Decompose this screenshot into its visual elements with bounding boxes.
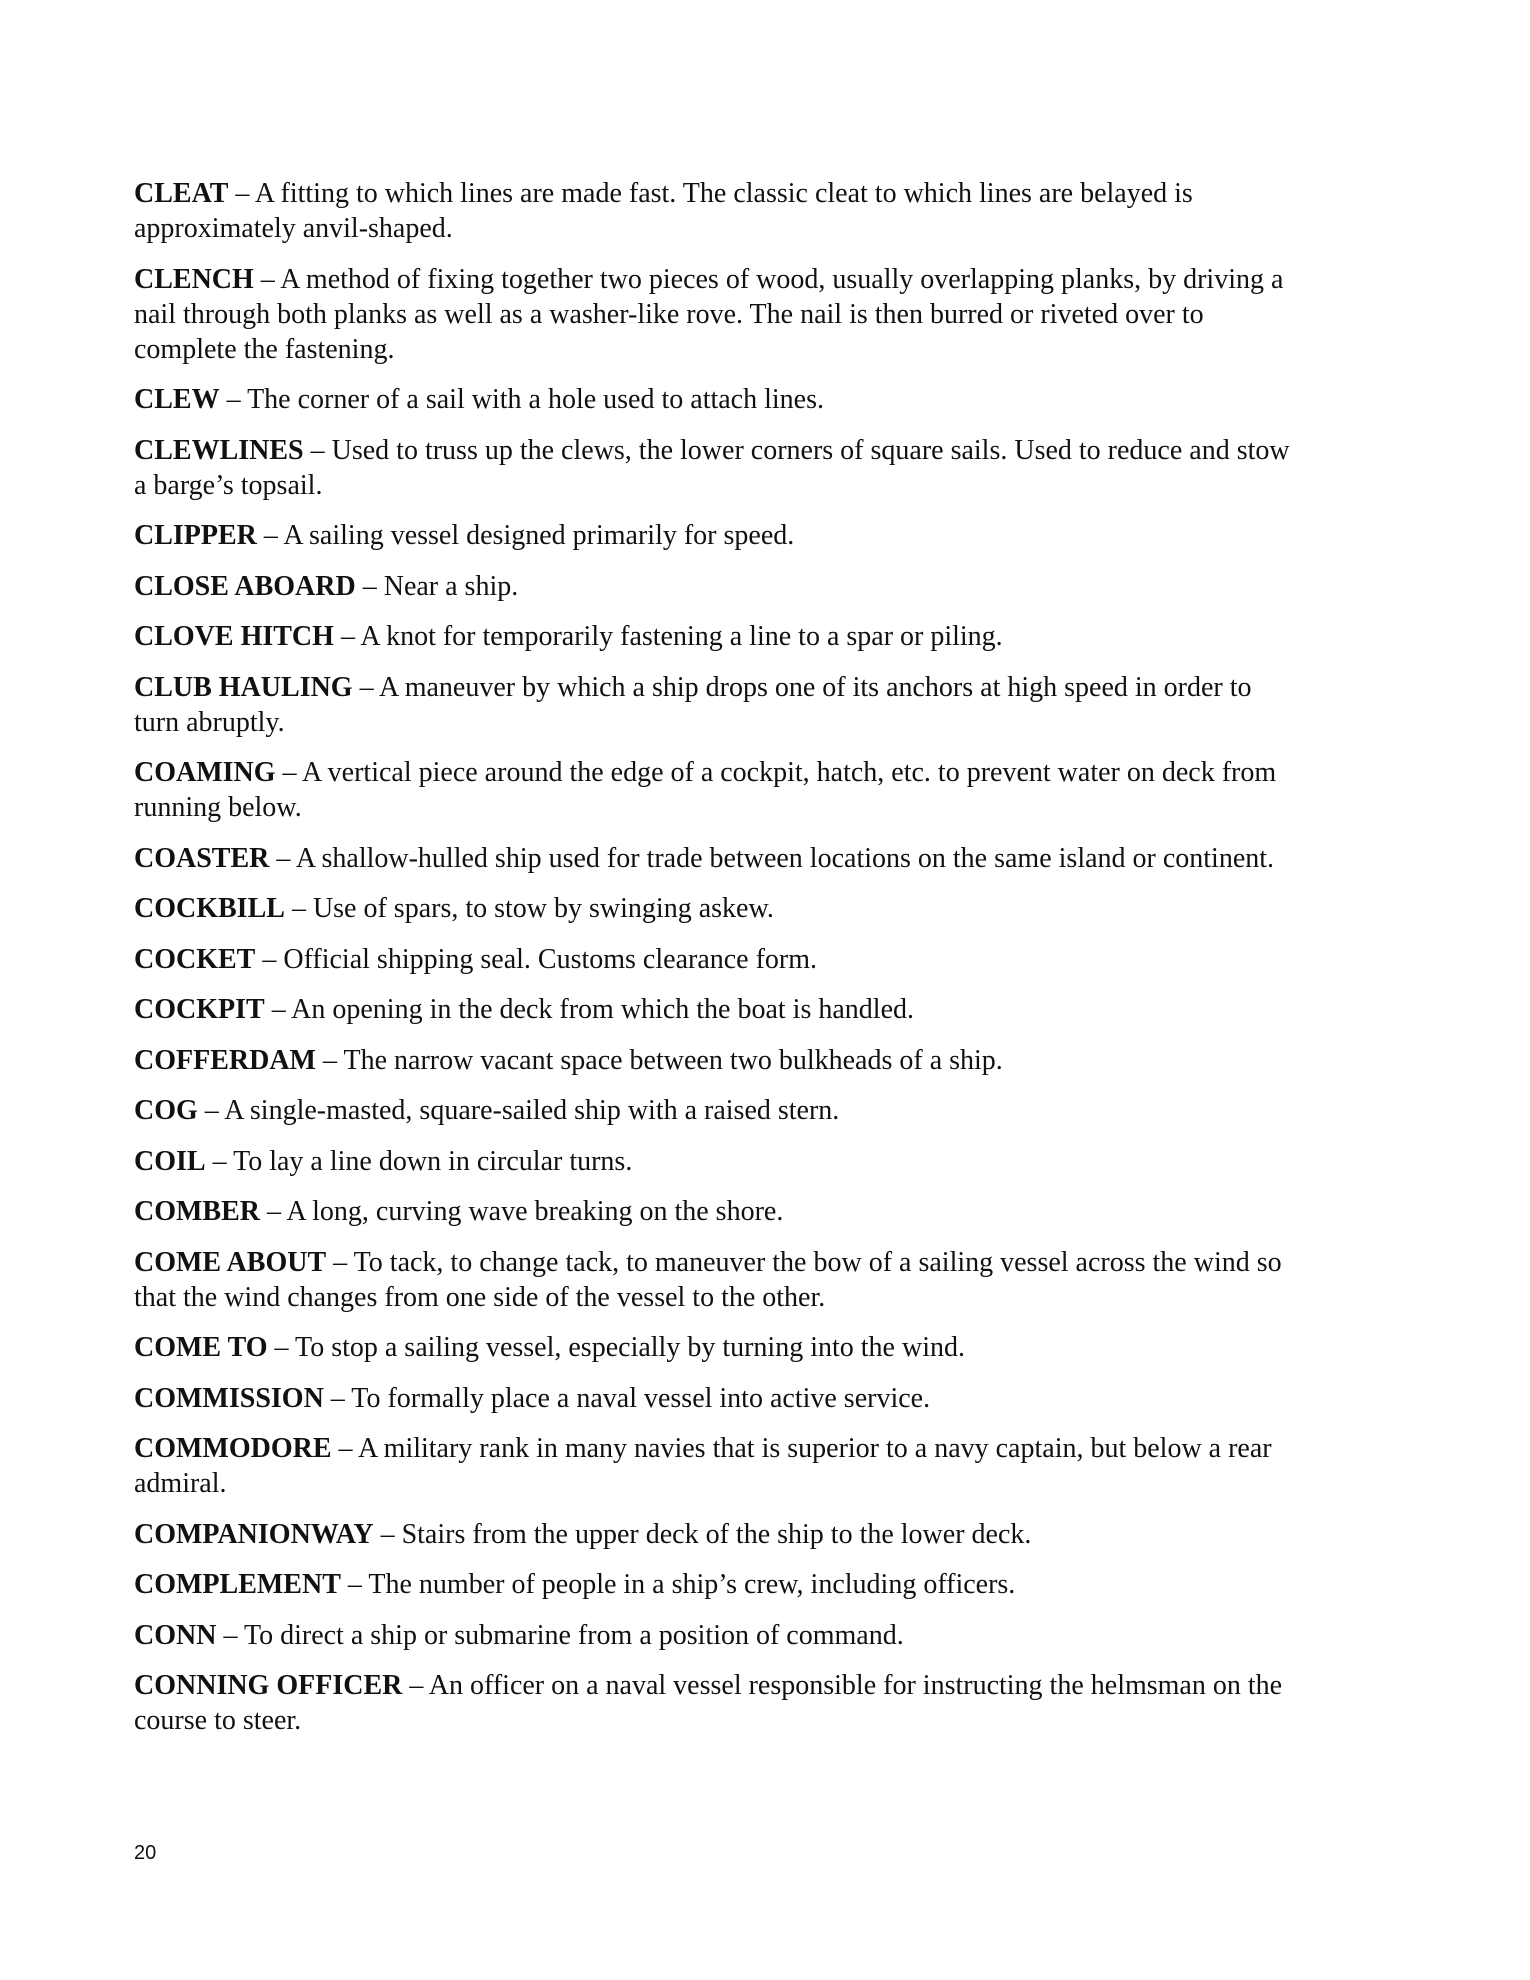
glossary-entry <box>134 433 1434 503</box>
glossary-entry <box>134 992 1434 1027</box>
entry-definition: – A method of fixing together two pieces of wood, usually overlapping planks, by driving a nail through both planks as well as a washer-like rove. The nail is then burred or riveted over to complete the fastening. <box>134 263 1284 365</box>
entry-term: COME TO <box>134 1332 268 1363</box>
entry-term: COIL <box>134 1145 206 1177</box>
entry-term: COME ABOUT <box>134 1246 327 1278</box>
glossary-entry <box>134 942 1434 977</box>
glossary-entry <box>134 1431 1434 1501</box>
entry-term: CLEAT <box>134 178 229 209</box>
entry-definition: – Use of spars, to stow by swinging askew. <box>284 893 774 924</box>
entry-definition: – To direct a ship or submarine from a position of command. <box>216 1619 904 1651</box>
glossary-entry <box>134 1618 1434 1653</box>
glossary-entry <box>134 262 1434 367</box>
glossary-entries <box>134 176 1434 1754</box>
page-number: 20 <box>134 1842 157 1864</box>
entry-term: COMBER <box>134 1196 260 1227</box>
entry-term: CLOVE HITCH <box>134 621 334 652</box>
glossary-entry <box>134 891 1434 926</box>
entry-definition: – Near a ship. <box>355 570 519 602</box>
entry-term: COCKBILL <box>134 893 285 924</box>
glossary-entry <box>134 382 1434 417</box>
entry-definition: – Stairs from the upper deck of the ship to the lower deck. <box>373 1518 1032 1550</box>
entry-definition: – To formally place a naval vessel into active service. <box>323 1382 931 1414</box>
entry-definition: – To stop a sailing vessel, especially by turning into the wind. <box>267 1332 965 1363</box>
entry-term: CLIPPER <box>134 520 257 551</box>
entry-term: CLUB HAULING <box>134 671 353 703</box>
glossary-entry <box>134 1330 1434 1365</box>
glossary-entry <box>134 1194 1434 1229</box>
entry-definition: – The number of people in a ship’s crew, including officers. <box>340 1569 1016 1600</box>
entry-term: CONNING OFFICER <box>134 1670 403 1701</box>
entry-definition: – To lay a line down in circular turns. <box>205 1145 633 1177</box>
entry-term: COMMISSION <box>134 1382 324 1414</box>
glossary-entry <box>134 176 1434 246</box>
entry-definition: – A military rank in many navies that is superior to a navy captain, but below a rear admiral. <box>134 1433 1272 1499</box>
entry-term: COMPLEMENT <box>134 1569 341 1600</box>
glossary-entry <box>134 1043 1434 1078</box>
entry-term: COASTER <box>134 842 270 874</box>
entry-definition: – A maneuver by which a ship drops one of its anchors at high speed in order to turn abruptly. <box>134 671 1252 738</box>
glossary-entry <box>134 1245 1434 1315</box>
entry-definition: – The narrow vacant space between two bulkheads of a ship. <box>315 1044 1003 1076</box>
glossary-entry <box>134 1567 1434 1602</box>
entry-term: CLOSE ABOARD <box>134 570 356 602</box>
glossary-entry <box>134 1093 1434 1128</box>
entry-definition: – To tack, to change tack, to maneuver the bow of a sailing vessel across the wind so that the wind changes from one side of the vessel to the other. <box>134 1246 1282 1313</box>
glossary-entry <box>134 569 1434 604</box>
glossary-entry <box>134 1381 1434 1416</box>
glossary-entry <box>134 670 1434 740</box>
entry-term: COCKPIT <box>134 994 265 1025</box>
entry-definition: – An opening in the deck from which the boat is handled. <box>264 994 914 1025</box>
entry-definition: – A vertical piece around the edge of a cockpit, hatch, etc. to prevent water on deck from running below. <box>134 757 1277 823</box>
entry-term: COFFERDAM <box>134 1044 316 1076</box>
entry-term: COAMING <box>134 757 276 788</box>
glossary-entry <box>134 518 1434 553</box>
glossary-entry <box>134 619 1434 654</box>
entry-term: COMMODORE <box>134 1433 332 1464</box>
entry-term: COCKET <box>134 943 256 975</box>
glossary-entry <box>134 1517 1434 1552</box>
glossary-entry <box>134 1668 1434 1738</box>
entry-term: CONN <box>134 1619 217 1651</box>
entry-term: CLEWLINES <box>134 434 304 466</box>
entry-definition: – A knot for temporarily fastening a line to a spar or piling. <box>333 621 1003 652</box>
entry-definition: – An officer on a naval vessel responsible for instructing the helmsman on the course to steer. <box>134 1670 1283 1736</box>
glossary-entry <box>134 1144 1434 1179</box>
glossary-entry <box>134 841 1434 876</box>
entry-definition: – The corner of a sail with a hole used to attach lines. <box>219 384 824 415</box>
entry-definition: – A shallow-hulled ship used for trade between locations on the same island or continent. <box>269 842 1275 874</box>
entry-definition: – A fitting to which lines are made fast. The classic cleat to which lines are belayed is approximately anvil-shaped. <box>134 178 1193 244</box>
entry-definition: – A single-masted, square-sailed ship with a raised stern. <box>197 1095 840 1126</box>
entry-definition: – Used to truss up the clews, the lower corners of square sails. Used to reduce and stow a barge’s topsail. <box>134 434 1290 501</box>
entry-term: CLENCH <box>134 263 254 295</box>
entry-definition: – Official shipping seal. Customs clearance form. <box>255 943 818 975</box>
entry-definition: – A sailing vessel designed primarily for speed. <box>256 520 795 551</box>
entry-term: COMPANIONWAY <box>134 1518 374 1550</box>
entry-term: CLEW <box>134 384 220 415</box>
entry-term: COG <box>134 1095 198 1126</box>
glossary-entry <box>134 755 1434 825</box>
entry-definition: – A long, curving wave breaking on the shore. <box>260 1196 784 1227</box>
